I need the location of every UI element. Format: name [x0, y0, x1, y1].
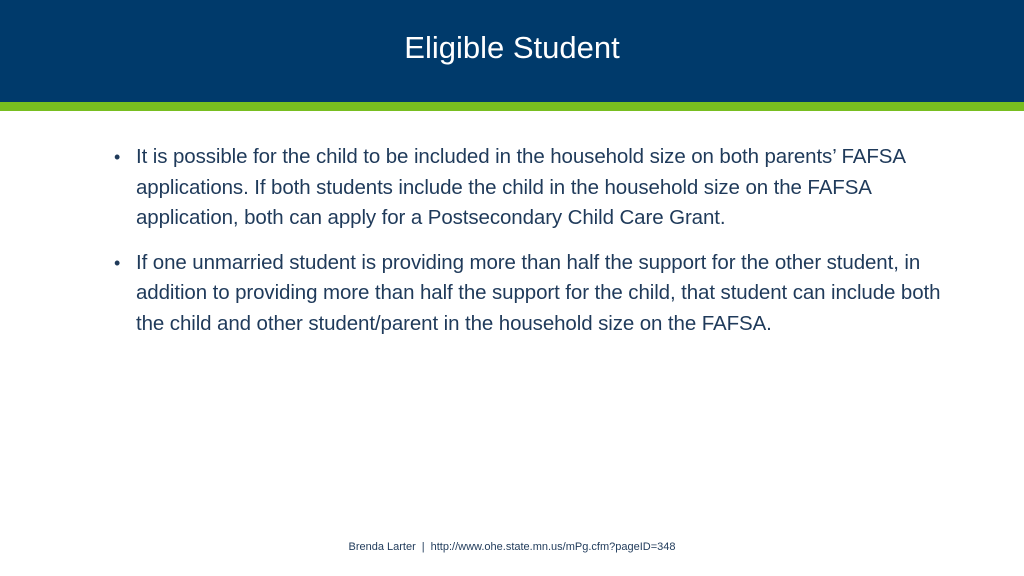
bullet-item	[114, 142, 974, 234]
bullet-text: It is possible for the child to be included in the household size on both parents’ FAFSA applications. If both students include the child in the household size on the FAFSA application, both can apply for a Postsecondary Child Care Grant.	[136, 145, 905, 229]
bullet-marker: •	[114, 252, 121, 273]
footer-separator: |	[421, 541, 425, 553]
title-banner	[0, 0, 1024, 102]
footer-url: http://www.ohe.state.mn.us/mPg.cfm?pageID=348	[430, 541, 676, 553]
bullet-text: If one unmarried student is providing more than half the support for the other student, in addition to providing more than half the support for the child, that student can include both the child and other student/parent in the household size on the FAFSA.	[136, 250, 941, 335]
bullet-marker: •	[114, 147, 121, 167]
accent-bar	[0, 102, 1024, 111]
footer	[0, 541, 1024, 553]
bullet-item	[114, 248, 974, 340]
slide-title: Eligible Student	[404, 30, 620, 65]
bullet-list	[114, 142, 974, 353]
footer-author: Brenda Larter	[348, 541, 416, 553]
